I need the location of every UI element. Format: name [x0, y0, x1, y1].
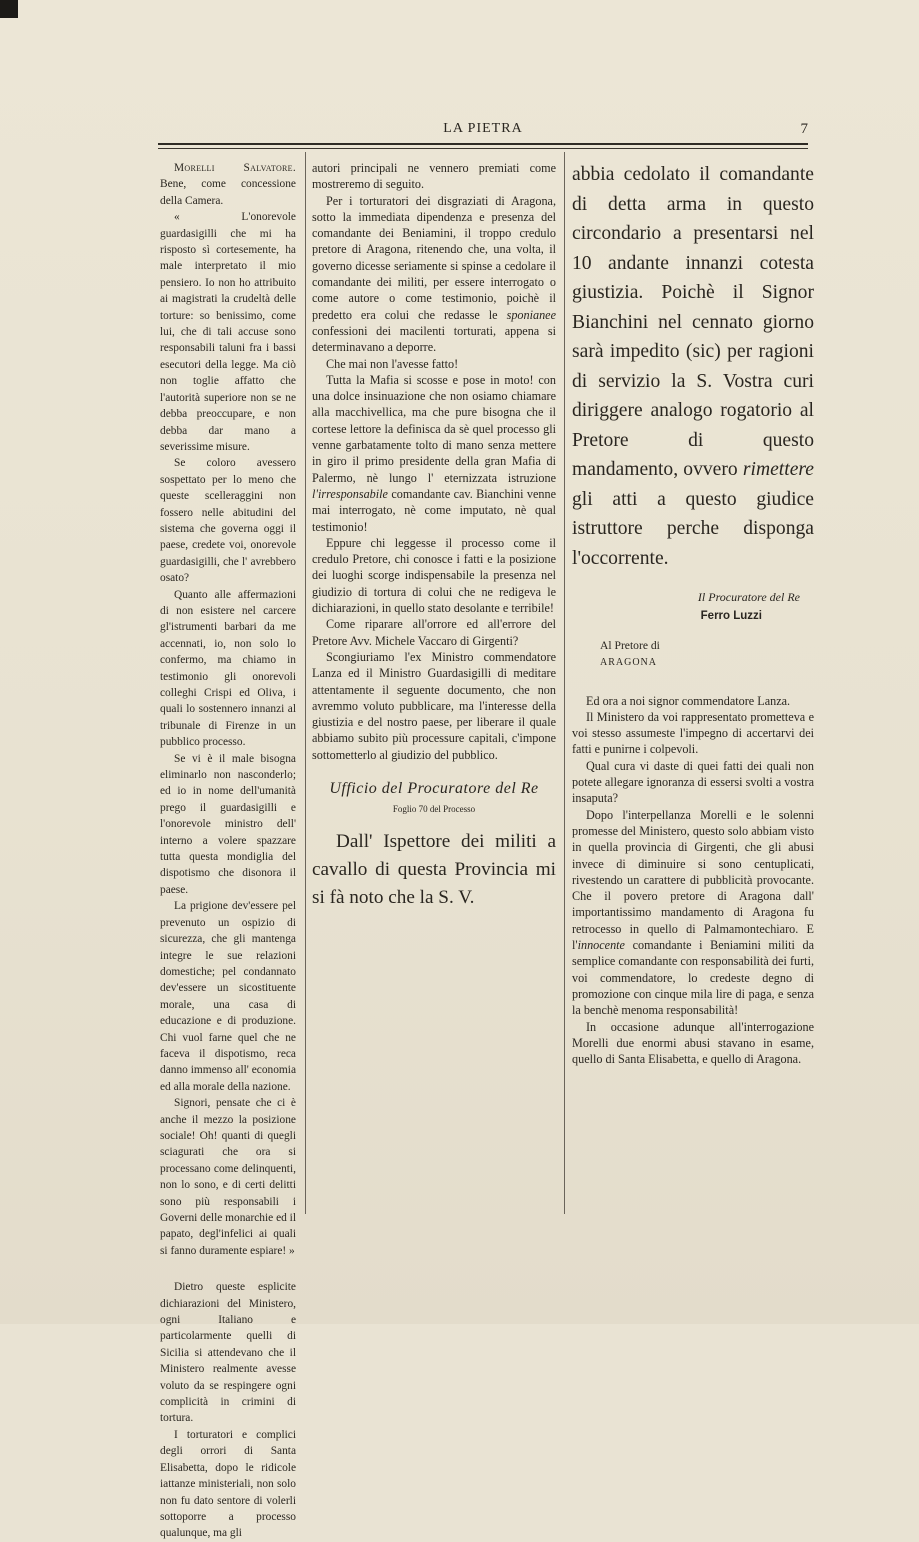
- signature-block: [572, 589, 814, 625]
- paragraph: Se coloro avessero sospettato per lo meno che queste scelleraggini non fossero nelle abitudini del sistema che governa oggi il paese, credete voi, onorevole guardasigilli, che l' avrebbero osato?: [160, 457, 296, 585]
- column-2: [312, 160, 556, 912]
- document-text: [572, 160, 814, 573]
- paragraph: Qual cura vi daste di quei fatti dei quali non potete allegare ignoranza di essersi svolti a vostra insaputa?: [572, 758, 814, 806]
- signatory-role: Il Procuratore del Re: [697, 590, 800, 604]
- paragraph: Quanto alle affermazioni di non esistere nel carcere gl'istrumenti barbari da me accennati, io, non solo lo confermo, ma chiamo in testimonio gli onorevoli colleghi Crispi ed Oliva, i quali lo sostennero innanzi al tribunale di Firenze in un pubblico processo.: [160, 588, 296, 749]
- paragraph-text: comandante cav. Bianchini venne mai interrogato, nè come imputato, nè qual testimonio!: [312, 486, 556, 534]
- addressee-block: [600, 637, 814, 671]
- paragraph: In occasione adunque all'interrogazione Morelli due enormi abusi stavano in esame, quello di Santa Elisabetta, e quello di Aragona.: [572, 1019, 814, 1067]
- running-title: LA PIETRA: [443, 121, 523, 136]
- paragraph-text: abbia cedolato il comandante di detta arma in questo circondario a presentarsi nel 10 andante innanzi cotesta giustizia. Poichè il Signor Bianchini nel cennato giorno sarà impedito (sic) per ragioni di servizio la S. Vostra curi diriggere analogo rogatorio al Pretore di questo mandamento, ovvero: [572, 164, 814, 480]
- paragraph-text: Tutta la Mafia si scosse e pose in moto! con una dolce insinuazione che non osiamo chiamare alla macchivellica, ma che pure bisogna che il cortese lettore la definisca da sè quel processo gli venne garbatamente tolto di mano senza mettere in giro il primo presidente della gran Mafia di Palermo, nè lungo l' eternizzata istruzione: [312, 372, 556, 485]
- page-header: [158, 118, 808, 140]
- paragraph: [160, 160, 296, 209]
- paragraph-text: Bene, come concessione della Camera.: [160, 178, 296, 207]
- paragraph-text: comandante i Beniamini militi da semplice comandante con responsabilità dei furti, voi commendatore, lo credeste degno di promozione con cinque mila lire di paga, e senza la benchè menoma responsabilità!: [572, 938, 815, 1018]
- paragraph-text: Dopo l'interpellanza Morelli e le solenni promesse del Ministero, questo solo abbiam visto in quella provincia di Girgenti, che gli abusi invece di diminuire si sono centuplicati, rivestendo un carattere di pubblicità provocante. Che il povero pretore di Aragona dall' importantissimo mandamento di Aragona fu retrocesso in quello di Palmamontechiaro. E l': [572, 807, 814, 953]
- paragraph: autori principali ne vennero premiati come mostreremo di seguito.: [312, 161, 556, 192]
- paragraph: [572, 807, 814, 1019]
- addressee-line: Al Pretore di: [600, 638, 660, 652]
- paragraph-text: Per i torturatori dei disgraziati di Aragona, sotto la immediata dipendenza e presenza del comandante dei Beniamini, il troppo credulo pretore di Aragona, ritenendo che, una volta, il governo dicesse seriamente si spinse a cedolare il comandante dei militi, per essere interrogato o come autore o come testimonio, poichè il predetto era colui che redasse le: [312, 193, 556, 322]
- addressee-place: ARAGONA: [600, 656, 657, 668]
- paragraph: Come riparare all'orrore ed all'errore del Pretore Avv. Michele Vaccaro di Girgenti?: [312, 617, 556, 648]
- section-subheading: Foglio 70 del Processo: [392, 804, 476, 815]
- column-divider: [564, 152, 565, 1214]
- page-number: 7: [800, 120, 808, 137]
- column-divider: [305, 152, 306, 1214]
- paragraph: I torturatori e complici degli orrori di Santa Elisabetta, dopo le ridicole iattanze ministeriali, non solo non fu dato sentore di volerli sottoporre a processo qualunque, ma gli: [160, 1428, 296, 1540]
- paragraph: Ed ora a noi signor commendatore Lanza.: [586, 693, 791, 708]
- column-1: [160, 160, 296, 1542]
- signatory-name: Ferro Luzzi: [700, 610, 762, 623]
- header-rule: [158, 143, 808, 145]
- paragraph: Il Ministero da voi rappresentato prometteva e voi stesso assumeste l'impegno di accertarvi dei fatti e punirne i colpevoli.: [572, 709, 814, 757]
- column-3: [572, 160, 814, 1067]
- italic-word: rimettere: [742, 459, 814, 480]
- section-heading: Ufficio del Procuratore del Re: [329, 779, 539, 797]
- paragraph: Dietro queste esplicite dichiarazioni del Ministero, ogni Italiano e particolarmente quelli di Sicilia si attendevano che il Ministero realmente avesse voluto da se respingere ogni complicità in crimini di tortura.: [160, 1281, 296, 1425]
- paragraph: La prigione dev'essere pel prevenuto un ospizio di sicurezza, che gli mantenga integre le sue relazioni domestiche; pel condannato dev'essere un sicostituente morale, una casa di educazione e di produzione. Chi vuol farne quel che ne faceva il dispotismo, reca danno immenso all' economia ed alla morale della nazione.: [160, 900, 296, 1093]
- italic-word: sponianee: [506, 307, 556, 322]
- paragraph: Che mai non l'avesse fatto!: [326, 356, 459, 371]
- header-rule-thin: [158, 148, 808, 149]
- paragraph: Scongiuriamo l'ex Ministro commendatore Lanza ed il Ministro Guardasigilli di meditare attentamente il seguente documento, che non avremmo voluto pubblicare, ma l'interesse della giustizia e del nostro paese, per liberare il quale abbiamo subito più processure capitali, c'impone sottometterlo al giudizio del pubblico.: [312, 649, 556, 762]
- quoted-document-continued: [572, 160, 814, 573]
- paragraph-text: confessioni dei macilenti torturati, appena si determinavano a deporre.: [312, 323, 556, 355]
- document-text: Dall' Ispettore dei militi a cavallo di questa Provincia mi si fà noto che la S. V.: [312, 830, 556, 908]
- quoted-document: [312, 828, 556, 912]
- italic-word: l'irresponsabile: [312, 486, 388, 501]
- paragraph: [312, 372, 556, 535]
- paragraph: [312, 193, 556, 356]
- paragraph: Se vi è il male bisogna eliminarlo non nasconderlo; ed io in nome dell'umanità prego il guardasigilli e l'onorevole ministro dell' interno a volere spazzare tutta questa mondiglia del dispotismo che disonora il paese.: [160, 752, 296, 896]
- paragraph-text: gli atti a questo giudice istruttore perche disponga l'occorrente.: [572, 488, 814, 569]
- speaker-name: Morelli Salvatore.: [174, 162, 296, 174]
- paragraph: Eppure chi leggesse il processo come il credulo Pretore, chi conosce i fatti e la posizione dei luoghi scorge indispensabile la presenza nel giudizio di tortura di colui che ne redigeva le dichiarazioni, in quello stato desolante e terribile!: [312, 535, 556, 616]
- paragraph: « L'onorevole guardasigilli che mi ha risposto sì cortesemente, ha male interpretato il mio pensiero. Io non ho attribuito ai magistrati la crudeltà delle torture: so benissimo, come lui, che di tali accuse sono responsabili taluni fra i bassi esecutori della legge. Ma ciò non toglie affatto che l'autorità superiore non se ne debba preoccupare, e non debba dar mano a severissime misure.: [160, 211, 296, 453]
- italic-word: innocente: [577, 938, 625, 953]
- scan-corner-mark: [0, 0, 18, 18]
- paragraph: Signori, pensate che ci è anche il mezzo la posizione sociale! Oh! quanti di quegli sciagurati che ora si processano come delinquenti, non lo sono, e di certi delitti sono più responsabili i Governi delle monarchie ed il papato, degl'infelici ai quali si fanno duramente espiare! »: [160, 1097, 297, 1257]
